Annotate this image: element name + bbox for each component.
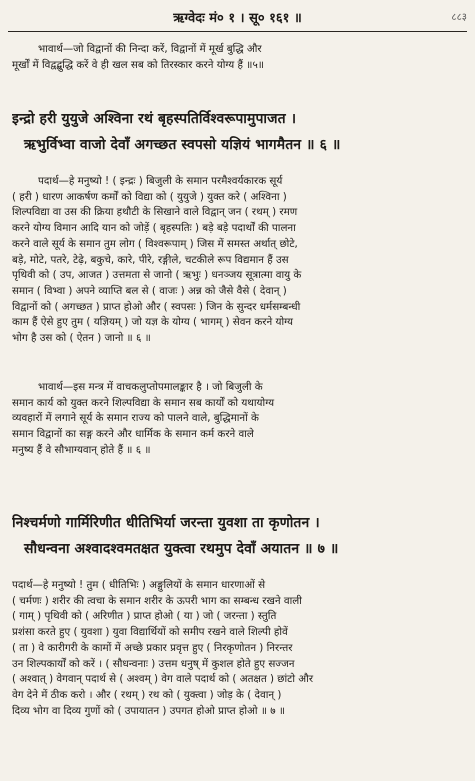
padarth-line: भोग है उस को ( ऐतन ) जानो ॥ ६ ॥ (12, 332, 151, 345)
padarth-line: प्रशंसा करते हुए ( युवशा ) युवा विद्यार्थियों को समीप रखने वाले शिल्पी होवें (12, 626, 288, 639)
mantra-line: इन्द्रो हरी युयुजे अश्विना रथं बृहस्पतिर्विश्वरूपामुपाजत । (12, 111, 297, 127)
page-number: ८८३ (451, 12, 467, 23)
padarth-line: समान ( विभ्वा ) अपने व्याप्ति बल से ( वाजः ) अन्न को जैसे वैसे ( देवान् ) (12, 284, 287, 297)
padarth-line: दिव्य भोग वा दिव्य गुणों को ( उपायातन ) उपगत होओ प्राप्त होओ ॥ ७ ॥ (12, 704, 286, 717)
padarth-line: ( गाम् ) पृथिवी को ( अरिणीत ) प्राप्त होओ ( या ) जो ( जरन्ता ) स्तुति (12, 610, 277, 623)
padarth-line: विद्वानों को ( अगच्छत ) प्राप्त होओ और ( स्वपसः ) जिन के सुन्दर धर्मसम्बन्धी (12, 300, 301, 313)
running-title: ऋग्वेदः मं० १ । सू० १६१ ॥ (173, 11, 302, 26)
padarth-line: ( ता ) वे कारीगरी के कामों में अच्छे प्रकार प्रवृत्त हुए ( निरकृणोतन ) निरन्तर (12, 641, 293, 654)
bhavarth-line: भावार्थ—जो विद्वानों की निन्दा करें, विद्वानों में मूर्ख बुद्धि और (38, 43, 262, 55)
mantra-line: सौधन्वना अश्वादश्वमतक्षत युक्त्वा रथमुप देवाँ अयातन ॥ ७ ॥ (24, 541, 339, 557)
mantra-6 (12, 106, 465, 158)
padarth-line: करने योग्य विमान आदि यान को जोड़ें ( बृहस्पतिः ) बड़े बड़े पदार्थों की पालना (12, 222, 296, 235)
padarth-line: बड़े, मोटे, पतरे, टेढ़े, बकुचे, कारे, पीरे, रङ्गीले, चटकीले रूप विद्यमान हैं उस (12, 253, 289, 266)
bhavarth-line: व्यवहारों में लगाने सूर्य के समान राज्य को पालने वाले, बुद्धिमानों के (12, 412, 259, 425)
bhavarth-6 (12, 380, 465, 459)
mantra-line: ऋभुर्विभ्वा वाजो देवाँ अगच्छत स्वपसो यज्ञियं भागमैतन ॥ ६ ॥ (24, 137, 341, 153)
bhavarth-line: समान कार्य को युक्त करने शिल्पविद्या के समान सब कार्यों को यथायोग्य (12, 396, 275, 409)
padarth-6 (12, 174, 465, 347)
padarth-line: काम हैं ऐसे हुए तुम ( यज्ञियम् ) जो यज्ञ के योग्य ( भागम् ) सेवन करने योग्य (12, 316, 294, 329)
padarth-line: उन शिल्पकार्यों को करें । ( सौधन्वनाः ) उत्तम धनुष् में कुशल होते हुए सज्जन (12, 657, 295, 670)
page-header (0, 8, 475, 32)
padarth-line: पदार्थ—हे मनुष्यो ! ( इन्द्रः ) बिजुली के समान परमैश्वर्यकारक सूर्य (38, 175, 283, 187)
padarth-line: करने वाले सूर्य के समान तुम लोग ( विश्वरूपाम् ) जिस में समस्त अर्थात् छोटे, (12, 237, 298, 250)
padarth-line: पदार्थ—हे मनुष्यो ! तुम ( धीतिभिः ) अङ्गुलियों के समान धारणाओं से (12, 579, 266, 591)
bhavarth-5 (12, 42, 465, 73)
bhavarth-line: मनुष्य हैं वे सौभाग्यवान् होते हैं ॥ ६ ॥ (12, 443, 151, 456)
bhavarth-line: मूर्खों में विद्वद्बुद्धि करें वे ही खल सब को तिरस्कार करने योग्य हैं ॥५॥ (12, 58, 264, 71)
header-rule (8, 31, 467, 32)
padarth-7 (12, 578, 465, 719)
bhavarth-line: भावार्थ—इस मन्त्र में वाचकलुप्तोपमालङ्कार है । जो बिजुली के (38, 381, 263, 393)
padarth-line: ( चर्मणः ) शरीर की त्वचा के समान शरीर के ऊपरी भाग का सम्बन्ध रखने वाली (12, 594, 302, 607)
mantra-line: निश्चर्मणो गार्मिरिणीत धीतिभिर्या जरन्ता युवशा ता कृणोतन । (12, 515, 320, 531)
bhavarth-line: समान विद्वानों का सङ्ग करने और धार्मिक के समान कर्म करने वाले (12, 428, 254, 441)
mantra-7 (12, 510, 465, 562)
padarth-line: वेग देने में ठीक करो । और ( रथम् ) रथ को ( युक्त्वा ) जोड़ के ( देवान् ) (12, 688, 282, 701)
padarth-line: पृथिवी को ( उप, आजत ) उत्तमता से जानो ( ऋभुः ) धनञ्जय सूत्रात्मा वायु के (12, 269, 302, 282)
padarth-line: ( अश्वात् ) वेगवान् पदार्थ से ( अश्वम् ) वेग वाले पदार्थ को ( अतक्षत ) छांटो और (12, 673, 314, 686)
padarth-line: शिल्पविद्या वा उस की क्रिया हथौटी के सिखाने वाले विद्वान् जन ( रथम् ) रमण (12, 206, 298, 219)
padarth-line: ( हरी ) धारण आकर्षण कर्मों को विद्या को ( युयुजे ) युक्त करे ( अश्विना ) (12, 190, 287, 203)
